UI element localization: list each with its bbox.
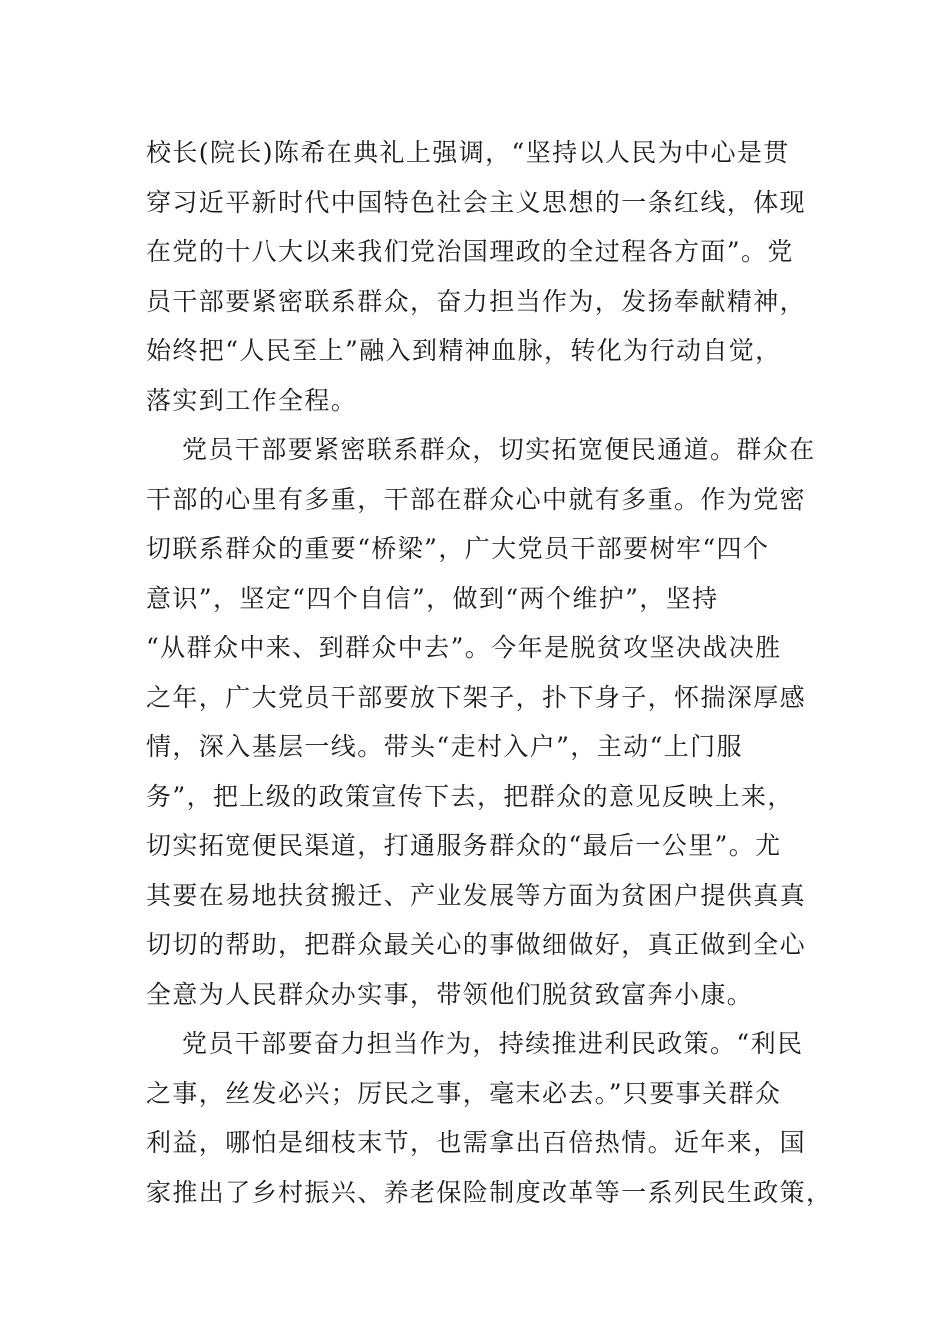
text-line: 员干部要紧密联系群众，奋力担当作为，发扬奉献精神， <box>146 286 807 316</box>
text-line: 落实到工作全程。 <box>146 385 358 415</box>
text-line: 始终把“人民至上”融入到精神血脉，转化为行动自觉， <box>146 336 782 365</box>
paragraph-start-line: 党员干部要奋力担当作为，持续推进利民政策。“利民 <box>182 1029 804 1058</box>
text-line: 家推出了乡村振兴、养老保险制度改革等一系列民生政策， <box>146 1177 833 1207</box>
text-line: 情，深入基层一线。带头“走村入户”，主动“上门服 <box>146 732 743 761</box>
text-line: “从群众中来、到群众中去”。今年是脱贫攻坚决战决胜 <box>146 633 782 662</box>
text-line: 之事，丝发必兴；厉民之事，毫末必去。”只要事关群众 <box>146 1078 782 1108</box>
text-line: 在党的十八大以来我们党治国理政的全过程各方面”。党 <box>146 237 794 266</box>
text-line: 利益，哪怕是细枝末节，也需拿出百倍热情。近年来，国 <box>146 1128 807 1157</box>
paragraph-start-line: 党员干部要紧密联系群众，切实拓宽便民通道。群众在 <box>182 435 816 464</box>
body-text <box>146 128 833 1217</box>
text-line: 之年，广大党员干部要放下架子，扑下身子，怀揣深厚感 <box>146 682 807 712</box>
text-line: 切实拓宽便民渠道，打通服务群众的“最后一公里”。尤 <box>146 831 782 860</box>
text-line: 其要在易地扶贫搬迁、产业发展等方面为贫困户提供真真 <box>146 880 807 910</box>
text-line: 校长(院长)陈希在典礼上强调，“坚持以人民为中心是贯 <box>146 138 790 167</box>
text-line: 切切的帮助，把群众最关心的事做细做好，真正做到全心 <box>146 930 807 959</box>
text-line: 穿习近平新时代中国特色社会主义思想的一条红线，体现 <box>146 187 807 217</box>
text-line: 干部的心里有多重，干部在群众心中就有多重。作为党密 <box>146 484 807 514</box>
text-line: 全意为人民群众办实事，带领他们脱贫致富奔小康。 <box>146 979 754 1009</box>
text-line: 意识”，坚定“四个自信”，做到“两个维护”，坚持 <box>146 583 719 613</box>
text-line: 务”，把上级的政策宣传下去，把群众的意见反映上来， <box>146 781 794 811</box>
text-line: 切联系群众的重要“桥梁”，广大党员干部要树牢“四个 <box>146 534 770 563</box>
